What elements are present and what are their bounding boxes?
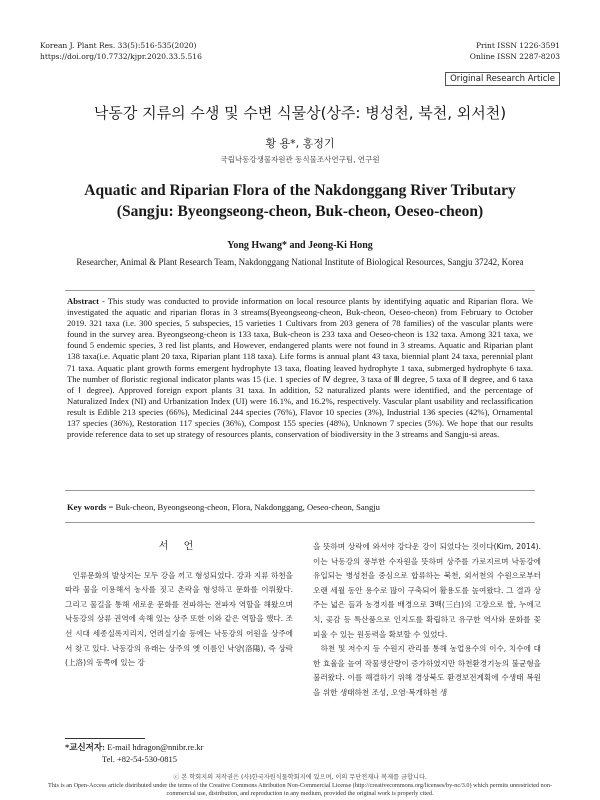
abstract bbox=[67, 296, 533, 440]
body-column-left bbox=[65, 540, 293, 671]
issn-block bbox=[470, 40, 560, 62]
journal-header bbox=[40, 40, 202, 62]
english-title-line1: Aquatic and Riparian Flora of the Nakdonggang River Tributary bbox=[84, 182, 516, 199]
correspondence-label: *교신저자: bbox=[65, 742, 105, 752]
intro-paragraph-1: 인류문화의 발상지는 모두 강을 끼고 형성되었다. 강과 지류 하천을 따라 물을 이용해서 농사를 짓고 촌락을 형성하고 문화를 이뤄왔다. 그리고 물길을 통해 새로운 문화를 전파하는 전파자 역할을 해왔으며 낙동강의 상류 권역에 속해 있는 상주 또한 이와 같은 역할을 했다. 조선 시대 세종실록지리지, 연려실기술 등에는 낙동강의 어원을 상주에서 찾고 있다. 낙동강의 유래는 상주의 옛 이름인 낙양(洛陽), 즉 상락(上洛)의 동쪽에 있는 강 bbox=[65, 570, 293, 668]
footnote-rule bbox=[65, 738, 145, 739]
abstract-text: - This study was conducted to provide information on local resource plants by identifying aquatic and Riparian flora. We investigated the aquatic and riparian floras in 3 streams(Byeongseong-cheon, Buk-cheon, Oeseo-cheon) from February to October 2019. 321 taxa (i.e. 300 species, 5 subspecies, 15 varieties 1 Cultivars from 203 genera of 78 families) of the vascular plants were found in the survey area. Byeongseong-cheon is 133 taxa, Buk-cheon is 233 taxa and Oeseo-cheon is 132 taxa. Among 321 taxa, we found 5 endemic species, 3 red list plants, and However, endangered plants were not found in 3 streams. Aquatic and Riparian plant 138 taxa(i.e. Aquatic plant 20 taxa, Riparian plant 118 taxa). Life forms is annual plant 43 taxa, biennial plant 24 taxa, perennial plant 71 taxa. Aquatic plant growth forms emergent hydrophyte 13 taxa, floating leaved hydrophyte 1 taxa, submerged hydrophyte 6 taxa. The number of floristic regional indicator plants was 15 (i.e. 1 species of Ⅳ degree, 3 taxa of Ⅲ degree, 5 taxa of Ⅱ degree, and 6 taxa of Ⅰ degree). Approved foreign export plants 31 taxa. In addition, 52 naturalized plants were identified, and the percentage of Naturalized Index (NI) and Urbanization Index (UI) were 16.1%, and 16.2%, respectively. Vascular plant usability and reclassification result is Edible 213 species (66%), Medicinal 244 species (76%), Flavor 10 species (3%), Industrial 136 species (42%), Ornamental 137 species (36%), Restoration 117 species (36%), Compost 155 species (48%), Unknown 7 species (5%). We hope that our results provide reference data to set up strategy of resources plants, conservation of biodiversity in the 3 streams and Sangju-si areas. bbox=[67, 296, 533, 440]
korean-affiliation: 국립낙동강생물자원관 동식물조사연구팀, 연구원 bbox=[220, 155, 380, 164]
intro-paragraph-3: 하천 및 저수지 등 수원지 관리를 통해 농업용수의 이수, 치수에 대한 효율을 높여 작물생산량이 증가하였지만 하천환경기능의 불균형을 불러왔다. 이를 해결하기 위해 경상북도 환경보전계획에 수생태 복원을 위한 생태하천 조성, 오염·복개하천 생 bbox=[313, 644, 541, 697]
correspondence-tel: Tel. +82-54-530-0815 bbox=[102, 754, 178, 764]
keywords-rule bbox=[65, 522, 535, 523]
article-type-badge: Original Research Article bbox=[445, 72, 560, 86]
english-affiliation: Researcher, Animal & Plant Research Team, Nakdonggang National Institute of Biological Resources, Sangju 37242, Korea bbox=[76, 257, 524, 267]
keywords-text: = Buk-cheon, Byeongseong-cheon, Flora, Nakdonggang, Oeseo-cheon, Sangju bbox=[106, 502, 380, 512]
abstract-bottom-rule bbox=[65, 490, 535, 491]
journal-citation: Korean J. Plant Res. 33(5):516-535(2020) bbox=[40, 41, 197, 50]
abstract-top-rule bbox=[65, 290, 535, 291]
online-issn: Online ISSN 2287-8203 bbox=[469, 52, 560, 61]
license-notice: This is an Open-Access article distributed under the terms of the Creative Commons Attribution Non-Commercial License (http://creativecommons.org/licenses/by-nc/3.0) which permits unrestricted non-commercial use, distribution, and reproduction in any medium, provided the original work is properly cited. bbox=[47, 782, 553, 797]
print-issn: Print ISSN 1226-3591 bbox=[475, 41, 560, 50]
keywords bbox=[67, 502, 533, 512]
english-title bbox=[0, 180, 600, 222]
doi-link[interactable]: https://doi.org/10.7732/kjpr.2020.33.5.516 bbox=[40, 52, 202, 61]
intro-paragraph-2: 을 뜻하며 상락에 와서야 강다운 강이 되었다는 것이다(Kim, 2014). 이는 낙동강의 풍부한 수자원을 뜻하며 상주를 가로지르며 낙동강에 유입되는 병성천을 중심으로 합류하는 북천, 외서천의 수원으로부터 오랜 세월 동안 용수로 많이 구축되어 활용도를 높여왔다. 그 결과 상주는 넓은 들과 농경지를 배경으로 3백(三白)의 고장으로 쌀, 누에고치, 곶감 등 특산품으로 인지도를 확립하고 유구한 역사와 문화를 꽃피울 수 있는 원동력을 확보할 수 있었다. bbox=[313, 542, 541, 639]
body-column-right bbox=[313, 540, 541, 701]
korean-title: 낙동강 지류의 수생 및 수변 식물상(상주: 병성천, 북천, 외서천) bbox=[93, 104, 507, 122]
correspondence bbox=[65, 738, 203, 765]
keywords-label: Key words bbox=[67, 502, 107, 512]
correspondence-email[interactable]: E-mail hdragon@nnibr.re.kr bbox=[107, 742, 204, 752]
abstract-label: Abstract bbox=[67, 296, 99, 306]
korean-authors: 황 용*, 홍정기 bbox=[265, 137, 335, 150]
section-heading: 서 언 bbox=[158, 541, 200, 552]
copyright-notice: ⓒ 본 학회지의 저작권은 (사)한국자원식물학회지에 있으며, 이의 무단전재나 복제를 금합니다. bbox=[173, 774, 427, 781]
english-title-line2: (Sangju: Byeongseong-cheon, Buk-cheon, Oeseo-cheon) bbox=[116, 203, 484, 220]
english-authors: Yong Hwang* and Jeong-Ki Hong bbox=[227, 240, 373, 251]
